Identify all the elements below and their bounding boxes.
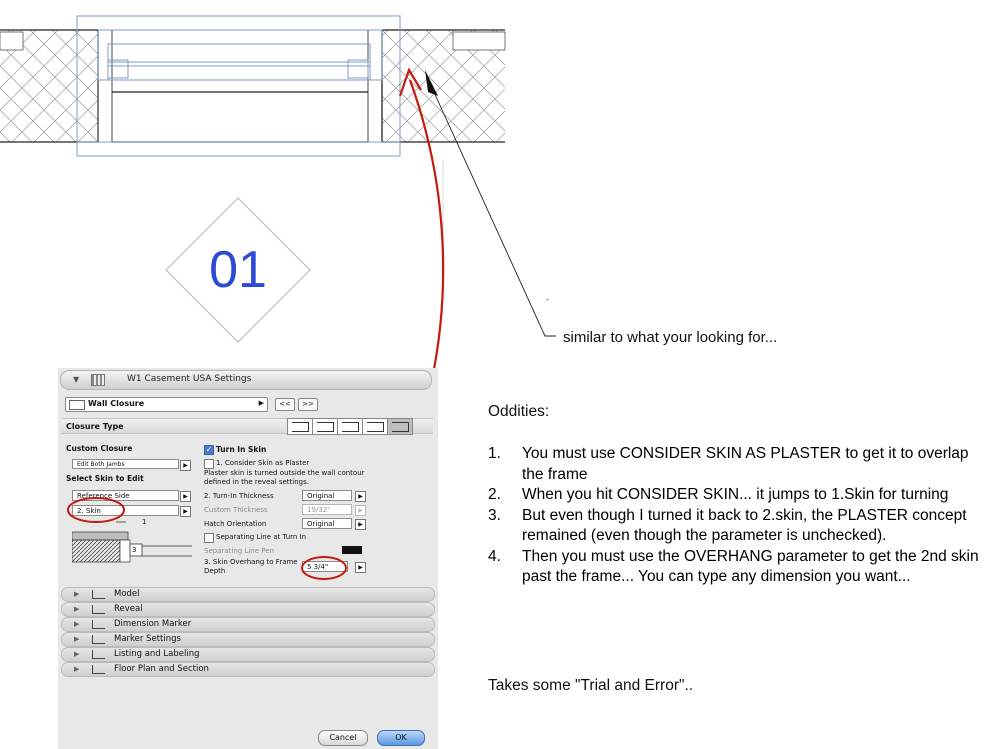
list-item: 2. When you hit CONSIDER SKIN... it jumps to 1.Skin for turning [488,486,949,503]
svg-text:+: + [546,298,550,304]
next-button[interactable]: >> [298,398,318,411]
expand-triangle-icon: ▶ [74,635,80,643]
window-frame [77,16,400,156]
prev-button[interactable]: << [275,398,295,411]
turn-in-thickness-field[interactable]: Original [302,490,352,501]
panel-marker-label: Marker Settings [114,634,181,644]
panel-model[interactable] [61,587,435,602]
panel-reveal[interactable] [61,602,435,617]
skin-option-reference[interactable]: Reference Side [72,490,179,501]
consider-plaster-label: 1. Consider Skin as Plaster [216,459,310,467]
expand-triangle-icon: ▶ [74,590,80,598]
skin-option-2[interactable]: 2. Skin [72,505,179,516]
callout-text: similar to what your looking for... [563,329,778,346]
consider-plaster-checkbox[interactable] [204,459,214,469]
closure-type-row [61,418,433,434]
wall-closure-icon [69,400,85,410]
closure-type-option-4[interactable] [362,418,388,435]
plaster-note: Plaster skin is turned outside the wall contour defined in the reveal settings. [204,469,365,486]
diagram-label-1: 1 [142,518,147,526]
custom-thickness-field[interactable]: 19/32" [302,504,352,515]
skin-2-arrow-icon[interactable]: ▶ [180,506,191,517]
expand-triangle-icon: ▶ [74,605,80,613]
turn-in-skin-checkbox[interactable]: ✓ [205,445,213,454]
dimension-icon [92,620,105,629]
notes-list [488,444,993,588]
dialog-header [60,370,432,390]
collapse-triangle-icon[interactable]: ▼ [73,375,80,384]
closure-type-option-1[interactable] [287,418,313,435]
list-item: 4. Then you must use the OVERHANG parameter to get the 2nd skin past the frame... You can type any dimension you want... [488,547,979,585]
section-select-value: Wall Closure [88,399,145,408]
panel-dimension-label: Dimension Marker [114,619,192,629]
skin-overhang-arrow-icon[interactable]: ▶ [355,562,366,573]
panel-floor-plan[interactable] [61,662,435,677]
chevron-right-icon: ▶ [258,399,264,407]
notes-footer: Takes some "Trial and Error".. [488,677,694,694]
hatch-orientation-field[interactable]: Original [302,518,352,529]
expand-triangle-icon: ▶ [74,620,80,628]
notes-heading: Oddities: [488,403,550,420]
hatch-orientation-arrow-icon[interactable]: ▶ [355,519,366,530]
cancel-button[interactable]: Cancel [318,730,368,746]
skin-overhang-field[interactable]: 5 3/4" [302,561,348,572]
turn-in-thickness-label: 2. Turn-In Thickness [204,492,274,500]
panel-reveal-label: Reveal [114,604,143,614]
ok-button[interactable]: OK [377,730,425,746]
separating-pen-label: Separating Line Pen [204,547,274,555]
custom-thickness-arrow-icon[interactable]: ▶ [355,505,366,516]
custom-closure-label: Custom Closure [66,444,133,453]
separating-line-checkbox[interactable] [204,533,214,543]
dialog-title: W1 Casement USA Settings [127,374,252,384]
marker-icon [92,635,105,644]
diagram-label-3: 3 [132,546,137,554]
settings-dialog [58,368,438,749]
panel-listing-label: Listing and Labeling [114,649,200,659]
model-icon [92,590,105,599]
listing-icon [92,650,105,659]
panel-floor-plan-label: Floor Plan and Section [114,664,209,674]
expand-triangle-icon: ▶ [74,665,80,673]
marker-label: 01 [209,241,267,299]
expand-triangle-icon: ▶ [74,650,80,658]
pen-swatch[interactable] [342,546,362,554]
panel-listing[interactable] [61,647,435,662]
custom-thickness-label: Custom Thickness [204,506,268,514]
list-item: 3. But even though I turned it back to 2.skin, the PLASTER concept remained (even though the parameter is unchecked). [488,506,967,544]
section-select[interactable] [65,397,268,412]
select-skin-label: Select Skin to Edit [66,474,144,483]
separating-line-label: Separating Line at Turn In [216,533,307,541]
closure-type-option-3[interactable] [337,418,363,435]
closure-type-option-5[interactable] [387,418,413,435]
skin-overhang-label: 3. Skin Overhang to Frame [204,558,298,566]
hatch-orientation-label: Hatch Orientation [204,520,267,528]
turn-in-skin-label: Turn In Skin [216,445,267,454]
panel-marker-settings[interactable] [61,632,435,647]
closure-type-label: Closure Type [66,422,124,431]
panel-dimension-marker[interactable] [61,617,435,632]
custom-closure-arrow-icon[interactable]: ▶ [180,460,191,471]
panel-model-label: Model [114,589,140,599]
window-icon [91,374,105,386]
list-item: 1. You must use CONSIDER SKIN AS PLASTER to get it to overlap the frame [488,445,969,483]
reveal-icon [92,605,105,614]
turn-in-thickness-arrow-icon[interactable]: ▶ [355,491,366,502]
custom-closure-field[interactable]: Edit Both Jambs [72,459,179,469]
closure-type-option-2[interactable] [312,418,338,435]
skin-diagram [72,518,194,574]
skin-overhang-label-2: Depth [204,567,226,575]
skin-reference-arrow-icon[interactable]: ▶ [180,491,191,502]
floor-plan-icon [92,665,105,674]
